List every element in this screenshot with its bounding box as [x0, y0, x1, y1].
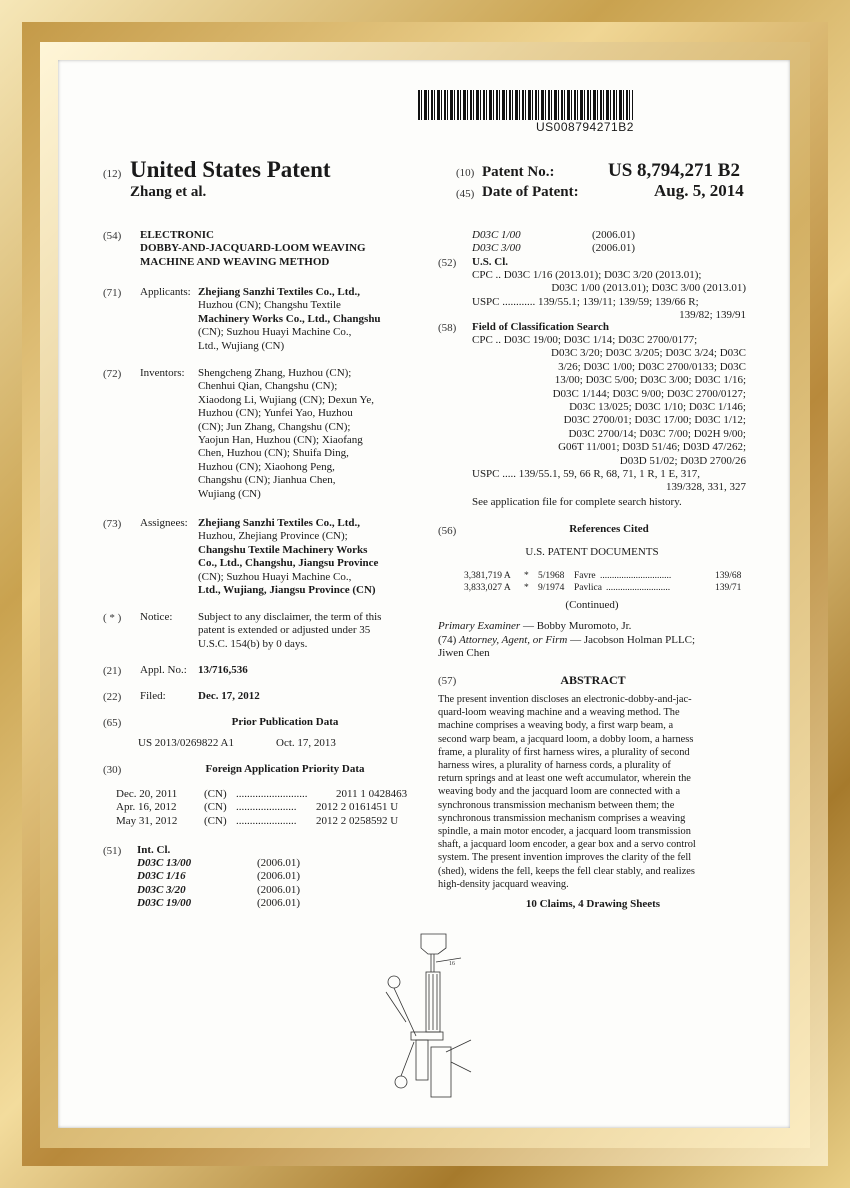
foreign-row: Apr. 16, 2012 (CN) ...................... 2012 2 0161451 U — [116, 801, 399, 814]
code-10: (10) — [456, 167, 475, 179]
refs-heading: References Cited — [569, 523, 649, 535]
intcl-heading: Int. Cl. — [137, 844, 171, 856]
uscl-heading: U.S. Cl. — [472, 256, 509, 268]
continued-note: (Continued) — [565, 599, 619, 611]
inventor-short: Zhang et al. — [130, 184, 207, 200]
foreign-row: Dec. 20, 2011 (CN) .......................... 2011 1 0428463 — [116, 788, 408, 800]
foreign-row: May 31, 2012 (CN) ...................... 2012 2 0258592 U — [116, 814, 399, 827]
refs-code: (56) — [438, 525, 457, 537]
appl-number: 13/716,536 — [198, 664, 248, 676]
date-label: Date of Patent: — [482, 184, 579, 200]
prior-heading: Prior Publication Data — [231, 716, 339, 728]
assignees-text: Zhejiang Sanzhi Textiles Co., Ltd., Huzhou, Zhejiang Province (CN); Changshu Textile Machinery Works Co., Ltd., Changshu, Jiangsu Province (CN); Suzhou Huayi Machine Co., Ltd., Wujiang, Jiangsu Province (CN) — [198, 517, 379, 597]
invention-title: ELECTRONIC DOBBY-AND-JACQUARD-LOOM WEAVING MACHINE AND WEAVING METHOD — [140, 229, 366, 268]
field-heading: Field of Classification Search — [472, 321, 609, 333]
applicants-label: Applicants: — [140, 286, 191, 298]
assignees-code: (73) — [103, 518, 122, 530]
inventors-text: Shengcheng Zhang, Huzhou (CN); Chenhui Qian, Changshu (CN); Xiaodong Li, Wujiang (CN); Dexun Ye, Huzhou (CN); Yunfei Yao, Huzhou (CN); Jun Zhang, Changshu (CN); Yaojun Han, Huzhou (CN); Xiaofang Chen, Huzhou (CN); Shuifa Ding, Huzhou (CN); Xiaohong Peng, Changshu (CN); Jianhua Chen, Wujiang (CN) — [198, 367, 374, 500]
foreign-heading: Foreign Application Priority Data — [205, 763, 365, 775]
prior-date: Oct. 17, 2013 — [276, 737, 336, 749]
field-uspc: USPC ..... 139/55.1, 59, 66 R, 68, 71, 1 R, 1 E, 317, 139/328, 331, 327 — [472, 468, 746, 494]
appl-label: Appl. No.: — [140, 664, 187, 676]
filed-code: (22) — [103, 691, 122, 703]
barcode-number: US008794271B2 — [536, 120, 634, 134]
references-list — [464, 570, 749, 594]
inventors-label: Inventors: — [140, 367, 185, 379]
applicants-text: Zhejiang Sanzhi Textiles Co., Ltd., Huzhou (CN); Changshu Textile Machinery Works Co., Ltd., Changshu (CN); Suzhou Huayi Machine Co., Ltd., Wujiang (CN) — [198, 286, 381, 352]
intcl-continued: D03C 1/00 (2006.01) D03C 3/00 (2006.01) — [472, 229, 636, 255]
intcl-list: D03C 13/00 (2006.01) D03C 1/16 (2006.01) D03C 3/20 (2006.01) D03C 19/00 (2006.01) — [137, 857, 301, 910]
examiner: Primary Examiner — Bobby Muromoto, Jr. — [438, 620, 632, 632]
appl-code: (21) — [103, 665, 122, 677]
notice-code: ( * ) — [103, 612, 122, 624]
attorney: (74) Attorney, Agent, or Firm — Jacobson Holman PLLC; Jiwen Chen — [438, 634, 696, 660]
patent-no-label: Patent No.: — [482, 164, 555, 180]
field-code: (58) — [438, 322, 457, 334]
notice-text: Subject to any disclaimer, the term of this patent is extended or adjusted under 35 U.S.C. 154(b) by 0 days. — [198, 611, 382, 650]
prior-pub: US 2013/0269822 A1 — [138, 737, 234, 749]
filed-label: Filed: — [140, 690, 166, 702]
intcl-code: (51) — [103, 845, 122, 857]
abstract-text: The present invention discloses an electronic-dobby-and-jac- quard-loom weaving machine and a weaving method. The machine comprises a weaving body, a first warp beam, a second warp beam, a jacquard loom, a dobby loom, a harness frame, a plurality of first harness wires, a plurality of second harness wires, a plurality of harness cords, a plurality of return springs and at least one weft accumulator, wherein the weaving body and the jacquard loom are connected with a synchronous transmission mechanism between them; the synchronous transmission mechanism comprises a weaving spindle, a main motor encoder, a jacquard loom transmission shaft, a jacquard loom encoder, a gear box and a servo control system. The present invention improves the clarity of the fell (shed), widens the fell, keeps the fell clear stably, and realizes high-density jacquard weaving. — [438, 694, 696, 890]
loom-drawing-figure — [376, 932, 476, 1107]
prior-code: (65) — [103, 717, 122, 729]
assignees-label: Assignees: — [140, 517, 188, 529]
code-45: (45) — [456, 188, 475, 200]
barcode — [418, 90, 633, 120]
field-cpc: CPC .. D03C 19/00; D03C 1/14; D03C 2700/0177; D03C 3/20; D03C 3/205; D03C 3/24; D03C 3/26; D03C 1/00; D03C 2700/0133; D03C 13/00; D03C 5/00; D03C 3/00; D03C 1/16; D03C 1/144; D03C 9/00; D03C 2700/0127; D03C 13/025; D03C 1/10; D03C 1/146; D03C 2700/01; D03C 17/00; D03C 1/12; D03C 2700/14; D03C 7/00; D02H 9/00; G06T 11/001; D03D 51/46; D03D 47/262; D03D 51/02; D03D 2700/26 — [472, 334, 746, 467]
notice-label: Notice: — [140, 611, 173, 623]
abstract-code: (57) — [438, 675, 457, 687]
filed-date: Dec. 17, 2012 — [198, 690, 260, 702]
us-uspc: USPC ............ 139/55.1; 139/11; 139/59; 139/66 R; 139/82; 139/91 — [472, 296, 746, 322]
claims-summary: 10 Claims, 4 Drawing Sheets — [525, 898, 661, 910]
applicants-code: (71) — [103, 287, 122, 299]
foreign-priority-list — [116, 788, 416, 828]
reference-row: 3,833,027 A * 9/1974 Pavlica ........................... 139/71 — [464, 583, 742, 593]
foreign-code: (30) — [103, 764, 122, 776]
code-12: (12) — [103, 168, 122, 180]
see-application: See application file for complete search history. — [472, 496, 682, 508]
reference-row: 3,381,719 A * 5/1968 Favre .............................. 139/68 — [464, 571, 742, 581]
patent-date: Aug. 5, 2014 — [654, 181, 744, 200]
title-code: (54) — [103, 230, 122, 242]
doc-type: United States Patent — [130, 157, 331, 182]
us-cpc: CPC .. D03C 1/16 (2013.01); D03C 3/20 (2013.01); D03C 1/00 (2013.01); D03C 3/00 (2013.01) — [472, 269, 746, 295]
inventors-code: (72) — [103, 368, 122, 380]
patent-number: US 8,794,271 B2 — [608, 160, 740, 181]
patent-document — [58, 60, 790, 1128]
abstract-heading: ABSTRACT — [560, 673, 626, 687]
figure-label: 16 — [449, 961, 455, 967]
us-docs-heading: U.S. PATENT DOCUMENTS — [525, 546, 659, 558]
uscl-code: (52) — [438, 257, 457, 269]
